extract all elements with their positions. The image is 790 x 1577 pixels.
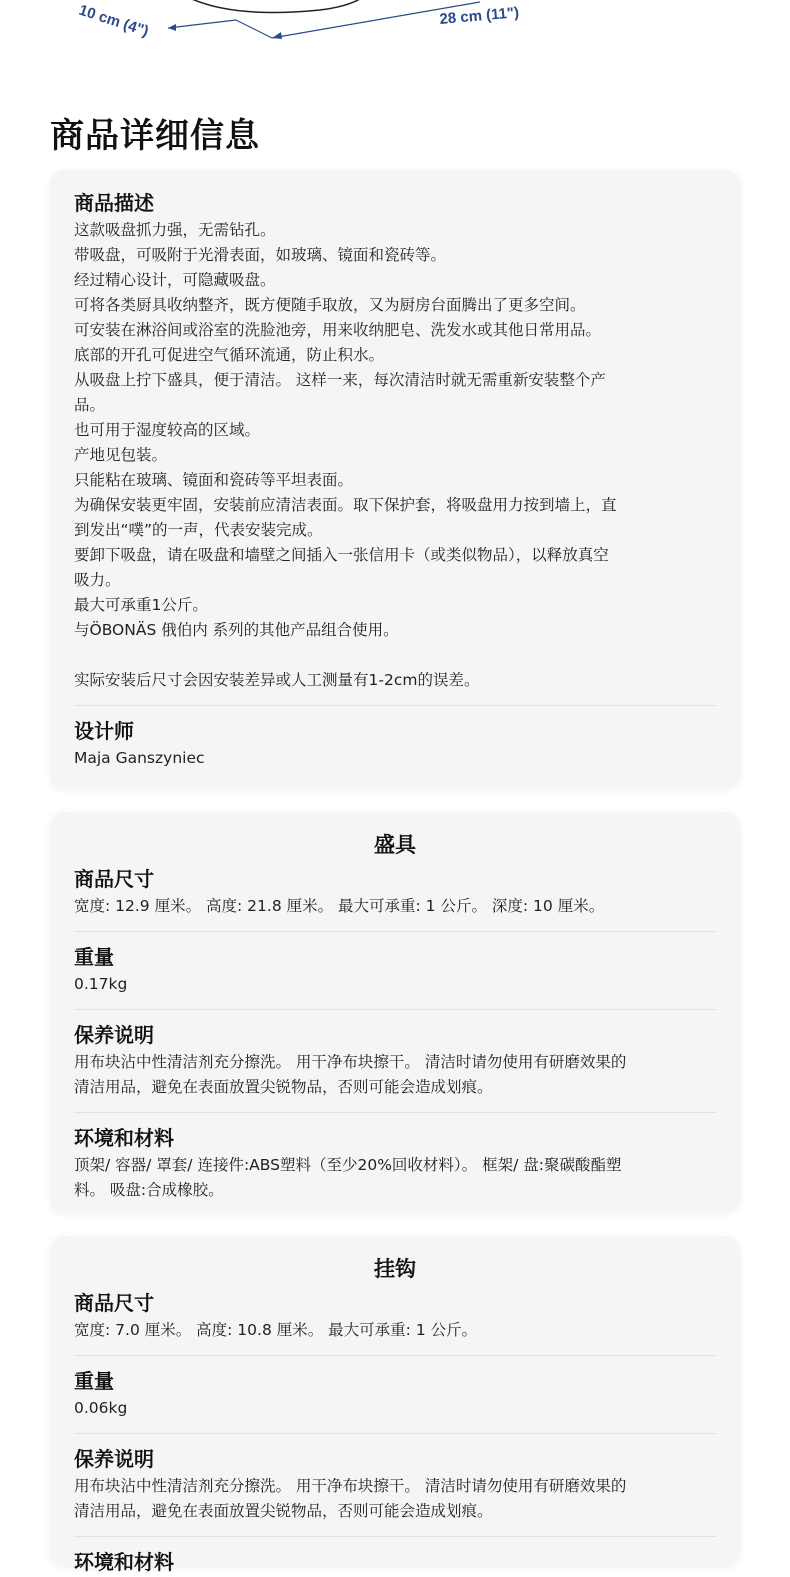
description-spacer: [74, 643, 716, 668]
plate-dimensions-heading: 商品尺寸: [74, 867, 154, 891]
description-line: 可将各类厨具收纳整齐，既方便随手取放，又为厨房台面腾出了更多空间。: [74, 296, 586, 314]
description-line: 产地见包装。: [74, 446, 168, 464]
plate-dimensions-section: [74, 864, 716, 919]
section-divider: [74, 931, 716, 932]
designer-name: Maja Ganszyniec: [74, 749, 205, 767]
hook-dimensions-text: 宽度: 7.0 厘米。 高度: 10.8 厘米。 最大可承重: 1 公斤。: [74, 1321, 478, 1339]
hook-care-line: 用布块沾中性清洁剂充分擦洗。 用干净布块擦干。 清洁时请勿使用有研磨效果的: [74, 1477, 627, 1495]
designer-heading: 设计师: [74, 719, 134, 743]
product-outline-curve: [175, 0, 370, 13]
description-line: 经过精心设计，可隐藏吸盘。: [74, 271, 276, 289]
description-line: 到发出“噗”的一声，代表安装完成。: [74, 521, 323, 539]
width-dimension-label: 28 cm (11"): [438, 4, 520, 28]
hook-weight-heading: 重量: [74, 1369, 114, 1393]
hook-care-section: [74, 1444, 716, 1524]
hook-materials-section: [74, 1547, 716, 1577]
description-line: 也可用于湿度较高的区域。: [74, 421, 261, 439]
section-divider: [74, 1009, 716, 1010]
description-line: 底部的开孔可促进空气循环流通，防止积水。: [74, 346, 385, 364]
plate-weight-value: 0.17kg: [74, 975, 128, 993]
description-line: 这款吸盘抓力强，无需钻孔。: [74, 221, 276, 239]
plate-materials-section: [74, 1123, 716, 1203]
description-line: 要卸下吸盘，请在吸盘和墙壁之间插入一张信用卡（或类似物品），以释放真空: [74, 546, 609, 564]
plate-care-line: 用布块沾中性清洁剂充分擦洗。 用干净布块擦干。 清洁时请勿使用有研磨效果的: [74, 1053, 627, 1071]
description-line: 只能粘在玻璃、镜面和瓷砖等平坦表面。: [74, 471, 354, 489]
section-divider: [74, 705, 716, 706]
section-divider: [74, 1433, 716, 1434]
measurement-note: 实际安装后尺寸会因安装差异或人工测量有1-2cm的误差。: [74, 671, 480, 689]
designer-section: [74, 716, 716, 771]
hook-details-card: [50, 1236, 740, 1574]
depth-dimension-line: [168, 20, 236, 28]
description-line: 品。: [74, 396, 106, 414]
plate-care-section: [74, 1020, 716, 1100]
width-dimension-line: [236, 20, 272, 38]
plate-materials-heading: 环境和材料: [74, 1126, 174, 1150]
description-line: 最大可承重1公斤。: [74, 596, 208, 614]
description-line: 为确保安装更牢固，安装前应清洁表面。取下保护套，将吸盘用力按到墙上，直: [74, 496, 617, 514]
product-description-card: [50, 170, 740, 788]
description-line: 从吸盘上拧下盛具，便于清洁。 这样一来，每次清洁时就无需重新安装整个产: [74, 371, 606, 389]
plate-weight-heading: 重量: [74, 945, 114, 969]
hook-materials-heading: 环境和材料: [74, 1550, 174, 1574]
hook-care-line: 清洁用品，避免在表面放置尖锐物品，否则可能会造成划痕。: [74, 1502, 493, 1520]
description-line: 与ÖBONÄS 俄伯内 系列的其他产品组合使用。: [74, 621, 399, 639]
description-line: 可安装在淋浴间或浴室的洗脸池旁，用来收纳肥皂、洗发水或其他日常用品。: [74, 321, 602, 339]
plate-materials-line: 顶架/ 容器/ 罩套/ 连接件:ABS塑料（至少20%回收材料）。 框架/ 盘:聚碳酸酯塑: [74, 1156, 622, 1174]
hook-dimensions-section: [74, 1288, 716, 1343]
plate-care-line: 清洁用品，避免在表面放置尖锐物品，否则可能会造成划痕。: [74, 1078, 493, 1096]
section-divider: [74, 1355, 716, 1356]
page-title: 商品详细信息: [50, 116, 260, 156]
plate-weight-section: [74, 942, 716, 997]
description-line: 吸力。: [74, 571, 121, 589]
hook-weight-section: [74, 1366, 716, 1421]
depth-arrow-head: [168, 24, 176, 31]
description-text: [74, 218, 716, 693]
plate-dimensions-text: 宽度: 12.9 厘米。 高度: 21.8 厘米。 最大可承重: 1 公斤。 深度: 10 厘米。: [74, 897, 605, 915]
product-dimension-diagram: [0, 0, 790, 70]
section-divider: [74, 1112, 716, 1113]
width-arrow-head: [272, 32, 282, 39]
description-section: [74, 188, 716, 693]
hook-care-heading: 保养说明: [74, 1447, 154, 1471]
description-line: 带吸盘，可吸附于光滑表面，如玻璃、镜面和瓷砖等。: [74, 246, 447, 264]
section-divider: [74, 1536, 716, 1537]
depth-dimension-label: 10 cm (4"): [76, 1, 151, 41]
hook-card-title: 挂钩: [374, 1257, 416, 1281]
plate-care-heading: 保养说明: [74, 1023, 154, 1047]
plate-details-card: [50, 812, 740, 1212]
hook-dimensions-heading: 商品尺寸: [74, 1291, 154, 1315]
hook-weight-value: 0.06kg: [74, 1399, 128, 1417]
plate-materials-line: 料。 吸盘:合成橡胶。: [74, 1181, 224, 1199]
plate-card-title: 盛具: [374, 833, 416, 857]
description-heading: 商品描述: [74, 191, 154, 215]
